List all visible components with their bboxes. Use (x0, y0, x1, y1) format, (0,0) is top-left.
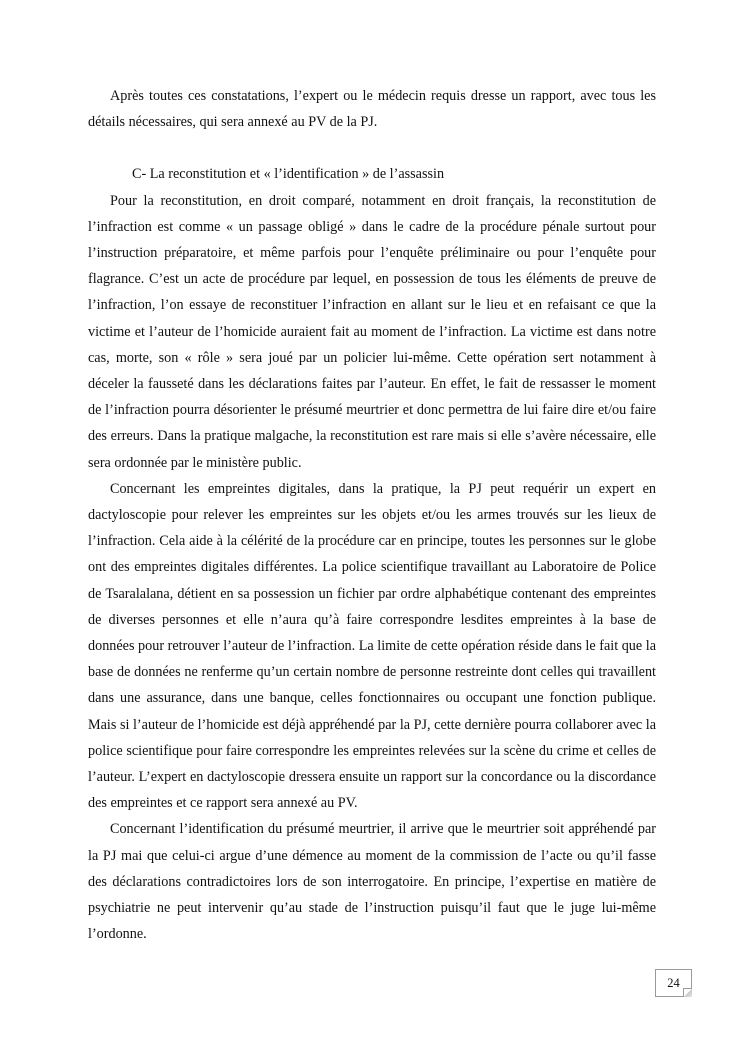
paragraph-spacer (88, 135, 656, 161)
paragraph-identification: Concernant l’identification du présumé meurtrier, il arrive que le meurtrier soit appréhendé par la PJ mai que celui-ci argue d’une démence au moment de la commission de l’acte ou qu’il fasse des déclarations contradictoires lors de son interrogatoire. En principe, l’expertise en matière de psychiatrie ne peut intervenir qu’au stade de l’instruction puisqu’il faut que le juge lui-même l’ordonne. (88, 821, 656, 943)
paragraph-reconstitution: Pour la reconstitution, en droit comparé, notamment en droit français, la reconstitution de l’infraction est comme « un passage obligé » dans le cadre de la procédure pénale surtout pour l’instruction préparatoire, et même parfois pour l’enquête préliminaire ou pour l’enquête pour flagrance. C’est un acte de procédure par lequel, en possession de tous les éléments de preuve de l’infraction, l’on essaye de reconstituer l’infraction en allant sur le lieu et en refaisant ce que la victime et l’auteur de l’homicide auraient fait au moment de l’infraction. La victime est dans notre cas, morte, son « rôle » sera joué par un policier lui-même. Cette opération sert notamment à déceler la fausseté dans les déclarations faites par l’auteur. En effet, le fait de ressasser le moment de l’infraction pourra désorienter le présumé meurtrier et donc permettra de lui faire dire et/ou faire des erreurs. Dans la pratique malgache, la reconstitution est rare mais si elle s’avère nécessaire, elle sera ordonnée par le ministère public. (88, 192, 656, 471)
document-body (88, 83, 656, 948)
page-number-badge: 24 (655, 969, 692, 997)
paragraph-conclusion-rapport: Après toutes ces constatations, l’expert ou le médecin requis dresse un rapport, avec tous les détails nécessaires, qui sera annexé au PV de la PJ. (88, 88, 656, 131)
section-heading: C- La reconstitution et « l’identification » de l’assassin (132, 166, 445, 183)
paragraph-empreintes-digitales: Concernant les empreintes digitales, dans la pratique, la PJ peut requérir un expert en dactyloscopie pour relever les empreintes sur les objets et/ou les armes trouvés sur les lieux de l’infraction. Cela aide à la célérité de la procédure car en principe, toutes les personnes sur le globe ont des empreintes digitales différentes. La police scientifique travaillant au Laboratoire de Police de Tsaralalana, détient en sa possession un fichier par ordre alphabétique contenant des empreintes de diverses personnes et elle n’aura qu’à faire correspondre lesdites empreintes à la base de données pour retrouver l’auteur de l’infraction. La limite de cette opération réside dans le fait que la base de données ne renferme qu’un certain nombre de personne restreinte dont celles qui travaillent dans une assurance, dans une banque, celles fonctionnaires ou occupant une fonction publique. Mais si l’auteur de l’homicide est déjà appréhendé par la PJ, cette dernière pourra collaborer avec la police scientifique pour faire correspondre les empreintes relevées sur la scène du crime et celles de l’auteur. L’expert en dactyloscopie dressera ensuite un rapport sur la concordance ou la discordance des empreintes et ce rapport sera annexé au PV. (88, 480, 656, 812)
